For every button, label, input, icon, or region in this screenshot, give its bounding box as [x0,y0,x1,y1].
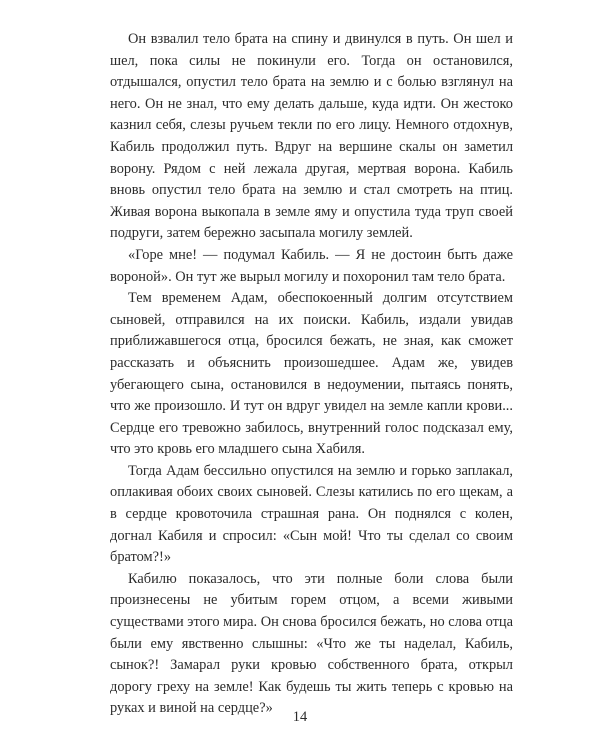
paragraph-1: Он взвалил тело брата на спину и двинулся в путь. Он шел и шел, пока силы не покинули его. Тогда он остановился, отдышался, опустил тело брата на землю и с болью взглянул на него. Он не знал, что ему делать дальше, куда идти. Он жестоко казнил себя, слезы ручьем текли по его лицу. Немного отдохнув, Кабиль продолжил путь. Вдруг на вершине скалы он заметил ворону. Рядом с ней лежала другая, мертвая ворона. Кабиль вновь опустил тело брата на землю и стал смотреть на птиц. Живая ворона выкопала в земле яму и опустила туда труп своей подруги, затем бережно засыпала могилу землей. [110,31,513,242]
paragraph-5: Кабилю показалось, что эти полные боли слова были произнесены не убитым горем отцом, а всеми живыми существами этого мира. Он снова бросился бежать, но слова отца были ему явственно слышны: «Что же ты наделал, Кабиль, сынок?! Замарал руки кровью собственного брата, открыл дорогу греху на земле! Как будешь ты жить теперь с кровью на руках и виной на сердце?» [110,570,513,717]
paragraph-3: Тем временем Адам, обеспокоенный долгим отсутствием сыновей, отправился на их поиски. Кабиль, издали увидав приближавшегося отца, бросился бежать, не зная, как сможет рассказать и объяснить произошедшее. Адам же, увидев убегающего сына, остановился в недоумении, пытаясь понять, что же произошло. И тут он вдруг увидел на земле капли крови... Сердце его тревожно забилось, внутренний голос подсказал ему, что это кровь его младшего сына Хабиля. [110,290,513,458]
page-text [110,29,513,720]
paragraph-2: «Горе мне! — подумал Кабиль. — Я не достоин быть даже вороной». Он тут же вырыл могилу и похоронил там тело брата. [110,246,513,285]
paragraph-4: Тогда Адам бессильно опустился на землю и горько заплакал, оплакивая обоих своих сыновей. Слезы катились по его щекам, а в сердце кровоточила страшная рана. Он поднялся с колен, догнал Кабиля и спросил: «Сын мой! Что ты сделал со своим братом?!» [110,462,513,566]
page-number: 14 [292,709,308,725]
